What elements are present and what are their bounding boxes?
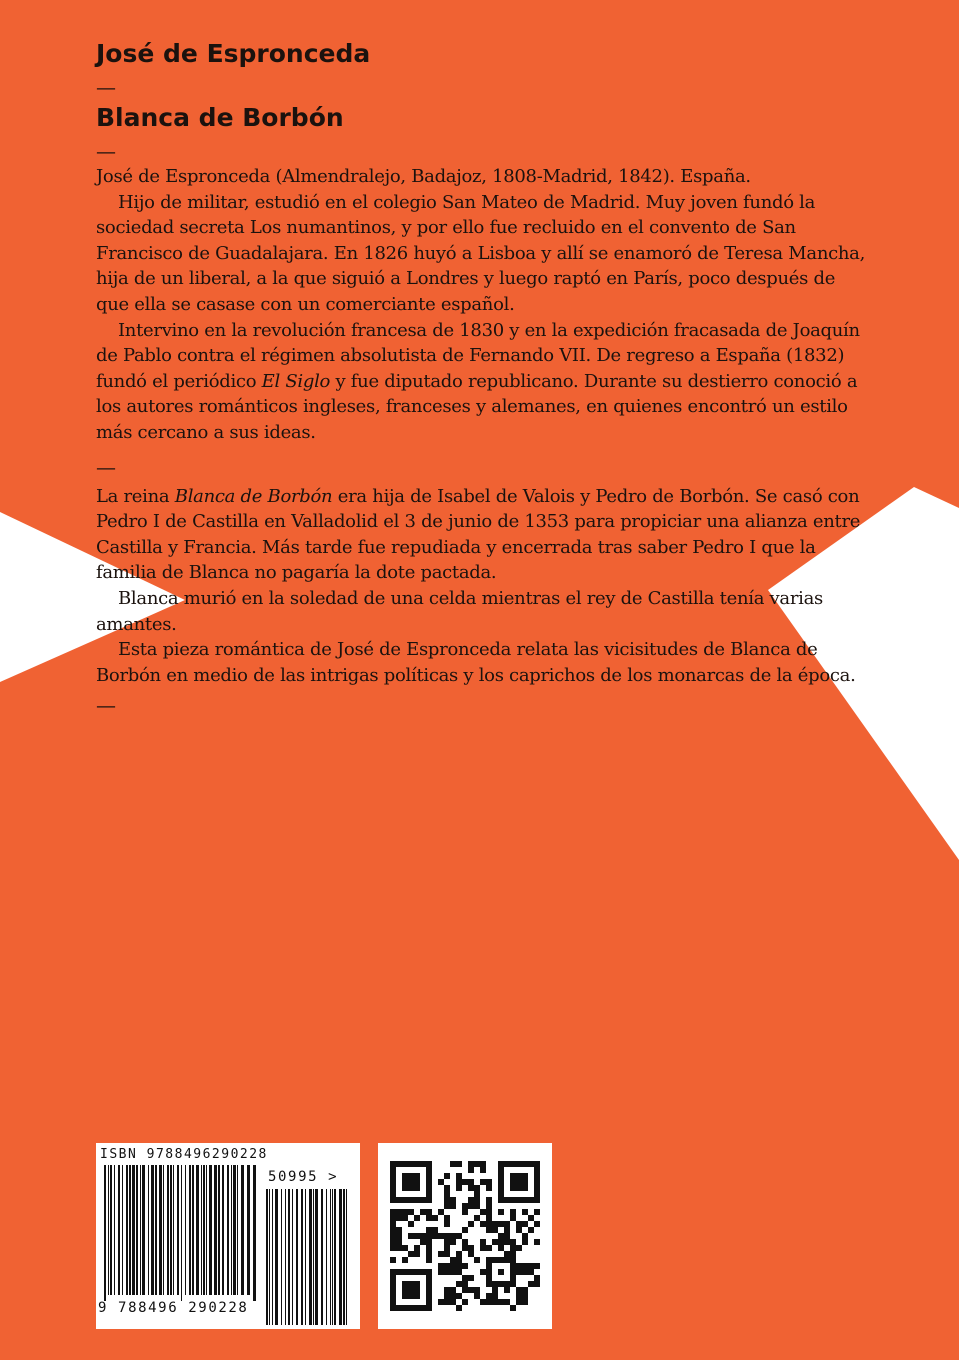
author-biography bbox=[96, 164, 866, 446]
synopsis-paragraph-1: La reina Blanca de Borbón era hija de Isabel de Valois y Pedro de Borbón. Se casó con Pedro I de Castilla en Valladolid el 3 de junio de 1353 para propiciar una alianza entre Castilla y Francia. Más tarde fue repudiada y encerrada tras saber Pedro I que la familia de Blanca no pagaría la dote pactada. bbox=[96, 485, 861, 584]
book-title: Blanca de Borbón bbox=[96, 103, 344, 132]
book-synopsis bbox=[96, 484, 866, 689]
isbn-barcode bbox=[96, 1143, 360, 1329]
separator-dash: — bbox=[96, 75, 116, 99]
addon-digits: 50995 > bbox=[268, 1169, 339, 1185]
synopsis-paragraph-3: Esta pieza romántica de José de Espronceda relata las vicisitudes de Blanca de Borbón en medio de las intrigas políticas y los caprichos de los monarcas de la época. bbox=[96, 639, 856, 686]
ean-digits: 9 788496 290228 bbox=[98, 1300, 249, 1316]
author-name: José de Espronceda bbox=[96, 39, 371, 68]
book-title-italic: Blanca de Borbón bbox=[174, 485, 333, 507]
qr-code-icon bbox=[378, 1143, 552, 1329]
separator-dash: — bbox=[96, 454, 116, 479]
bio-paragraph-3: Intervino en la revolución francesa de 1830 y en la expedición fracasada de Joaquín de Pablo contra el régimen absolutista de Fernando VII. De regreso a España (1832) fundó el periódico El Siglo y fue diputado republicano. Durante su destierro conoció a los autores románticos ingleses, franceses y alemanes, en quienes encontró un estilo más cercano a sus ideas. bbox=[96, 319, 860, 443]
synopsis-paragraph-2: Blanca murió en la soledad de una celda mientras el rey de Castilla tenía varias amantes. bbox=[96, 587, 823, 635]
qr-code bbox=[378, 1143, 552, 1329]
separator-dash: — bbox=[96, 693, 116, 718]
newspaper-title: El Siglo bbox=[261, 370, 331, 392]
bio-paragraph-2: Hijo de militar, estudió en el colegio San Mateo de Madrid. Muy joven fundó la sociedad secreta Los numantinos, y por ello fue recluido en el convento de San Francisco de Guadalajara. En 1826 huyó a Lisboa y allí se enamoró de Teresa Mancha, hija de un liberal, a la que siguió a Londres y luego raptó en París, poco después de que ella se casase con un comerciante español. bbox=[96, 191, 866, 315]
back-cover-text bbox=[96, 36, 866, 718]
bio-paragraph-1: José de Espronceda (Almendralejo, Badajoz, 1808-Madrid, 1842). España. bbox=[96, 166, 751, 187]
isbn-label: ISBN 9788496290228 bbox=[100, 1147, 268, 1162]
separator-dash: — bbox=[96, 139, 116, 163]
